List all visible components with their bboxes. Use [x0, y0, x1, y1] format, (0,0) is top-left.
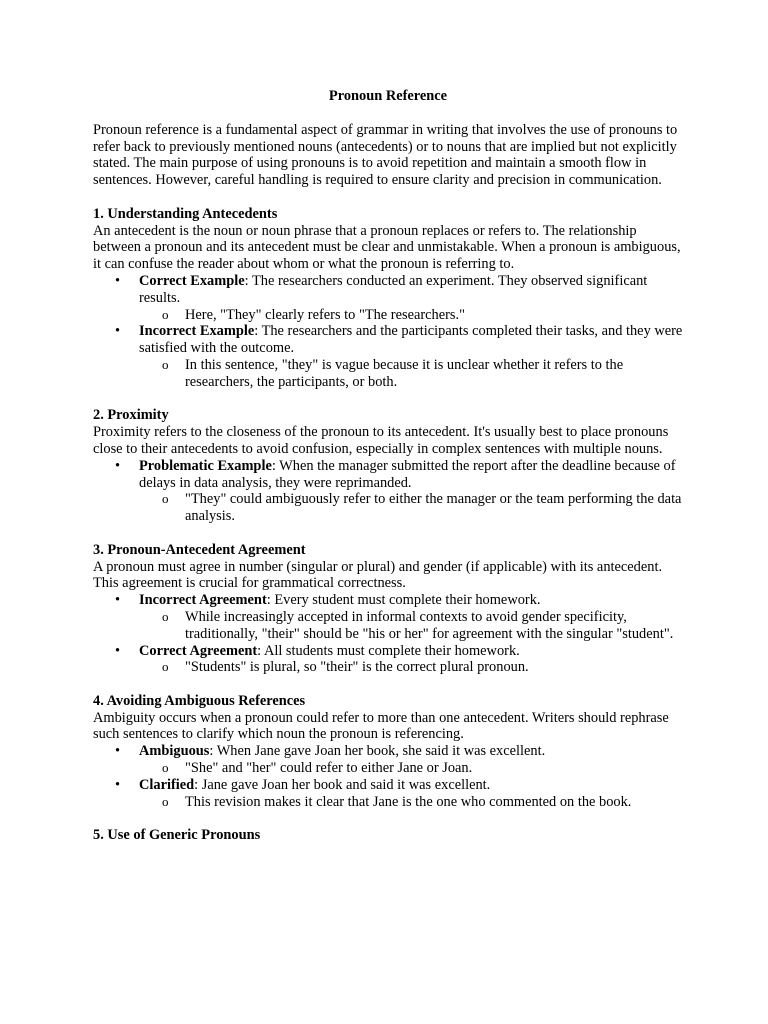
sub-item-text: This revision makes it clear that Jane is the one who commented on the book.	[185, 793, 632, 810]
sub-bullet-icon: o	[162, 306, 169, 322]
sub-item-text: In this sentence, "they" is vague because it is unclear whether it refers to the researchers, the participants, or both.	[185, 356, 624, 390]
example-list	[93, 458, 683, 525]
sub-list-item	[139, 491, 683, 525]
section-heading: 4. Avoiding Ambiguous References	[93, 692, 306, 709]
sub-list-item	[139, 760, 683, 777]
bullet-icon: •	[115, 323, 121, 340]
section-body: An antecedent is the noun or noun phrase that a pronoun replaces or refers to. The relationship between a pronoun and its antecedent must be clear and unmistakable. When a pronoun is ambiguous, it can confuse the reader about whom or what the pronoun is referring to.	[93, 222, 681, 273]
intro-paragraph: Pronoun reference is a fundamental aspect of grammar in writing that involves the use of pronouns to refer back to previously mentioned nouns (antecedents) or to nouns that are implied but not explicitly stated. The main purpose of using pronouns is to avoid repetition and maintain a smooth flow in sentences. However, careful handling is required to ensure clarity and precision in communication.	[93, 121, 678, 189]
list-item	[93, 743, 683, 777]
sub-list	[139, 609, 683, 643]
sub-bullet-icon: o	[162, 659, 169, 675]
list-item	[93, 592, 683, 642]
sub-list-item	[139, 609, 683, 643]
example-text: : When the manager submitted the report after the deadline because of delays in data analysis, they were reprimanded.	[139, 457, 676, 491]
section-heading: 3. Pronoun-Antecedent Agreement	[93, 541, 306, 558]
list-item	[93, 273, 683, 323]
sub-item-text: While increasingly accepted in informal contexts to avoid gender specificity, traditionally, "their" should be "his or her" for agreement with the singular "student".	[185, 608, 674, 642]
bullet-icon: •	[115, 457, 121, 474]
sub-list	[139, 307, 683, 324]
list-item	[93, 323, 683, 390]
example-text: : The researchers and the participants completed their tasks, and they were satisfied with the outcome.	[139, 323, 683, 357]
sub-list-item	[139, 357, 683, 391]
example-label: Problematic Example	[139, 457, 272, 474]
bullet-icon: •	[115, 592, 121, 609]
sub-list	[139, 794, 683, 811]
example-label: Correct Agreement	[139, 642, 258, 659]
section-heading: 2. Proximity	[93, 407, 169, 424]
example-label: Ambiguous	[139, 743, 210, 760]
bullet-icon: •	[115, 642, 121, 659]
bullet-icon: •	[115, 272, 121, 289]
document-content	[93, 88, 683, 861]
example-label: Incorrect Example	[139, 323, 255, 340]
sub-list-item	[139, 659, 683, 676]
document-title: Pronoun Reference	[328, 88, 448, 104]
section-5	[93, 827, 683, 844]
example-label: Correct Example	[139, 272, 245, 289]
section-4	[93, 693, 683, 811]
sub-bullet-icon: o	[162, 760, 169, 776]
sub-item-text: "She" and "her" could refer to either Jane or Joan.	[185, 760, 473, 777]
section-3	[93, 542, 683, 676]
example-text: : The researchers conducted an experiment. They observed significant results.	[139, 272, 648, 306]
sub-item-text: Here, "They" clearly refers to "The researchers."	[185, 306, 465, 323]
bullet-icon: •	[115, 743, 121, 760]
sections-container	[93, 206, 683, 844]
sub-item-text: "Students" is plural, so "their" is the correct plural pronoun.	[185, 659, 529, 676]
sub-list-item	[139, 794, 683, 811]
sub-list-item	[139, 307, 683, 324]
sub-bullet-icon: o	[162, 608, 169, 624]
bullet-icon: •	[115, 776, 121, 793]
section-heading: 1. Understanding Antecedents	[93, 205, 278, 222]
list-item	[93, 643, 683, 677]
example-label: Incorrect Agreement	[139, 592, 267, 609]
section-body: Proximity refers to the closeness of the pronoun to its antecedent. It's usually best to place pronouns close to their antecedents to avoid confusion, especially in complex sentences with multiple nouns.	[93, 424, 669, 457]
sub-bullet-icon: o	[162, 793, 169, 809]
example-label: Clarified	[139, 776, 195, 793]
example-list	[93, 273, 683, 391]
sub-list	[139, 760, 683, 777]
sub-bullet-icon: o	[162, 356, 169, 372]
section-1	[93, 206, 683, 391]
example-text: : All students must complete their homework.	[257, 642, 520, 659]
sub-item-text: "They" could ambiguously refer to either the manager or the team performing the data analysis.	[185, 491, 682, 525]
sub-bullet-icon: o	[162, 491, 169, 507]
section-2	[93, 407, 683, 525]
example-text: : Jane gave Joan her book and said it was excellent.	[194, 776, 491, 793]
sub-list	[139, 491, 683, 525]
list-item	[93, 777, 683, 811]
section-heading: 5. Use of Generic Pronouns	[93, 827, 261, 844]
list-item	[93, 458, 683, 525]
section-body: Ambiguity occurs when a pronoun could refer to more than one antecedent. Writers should rephrase such sentences to clarify which noun the pronoun is referencing.	[93, 709, 669, 743]
example-text: : When Jane gave Joan her book, she said it was excellent.	[209, 743, 546, 760]
sub-list	[139, 659, 683, 676]
section-body: A pronoun must agree in number (singular or plural) and gender (if applicable) with its antecedent. This agreement is crucial for grammatical correctness.	[93, 558, 663, 592]
sub-list	[139, 357, 683, 391]
example-text: : Every student must complete their homework.	[266, 592, 541, 609]
example-list	[93, 592, 683, 676]
example-list	[93, 743, 683, 810]
